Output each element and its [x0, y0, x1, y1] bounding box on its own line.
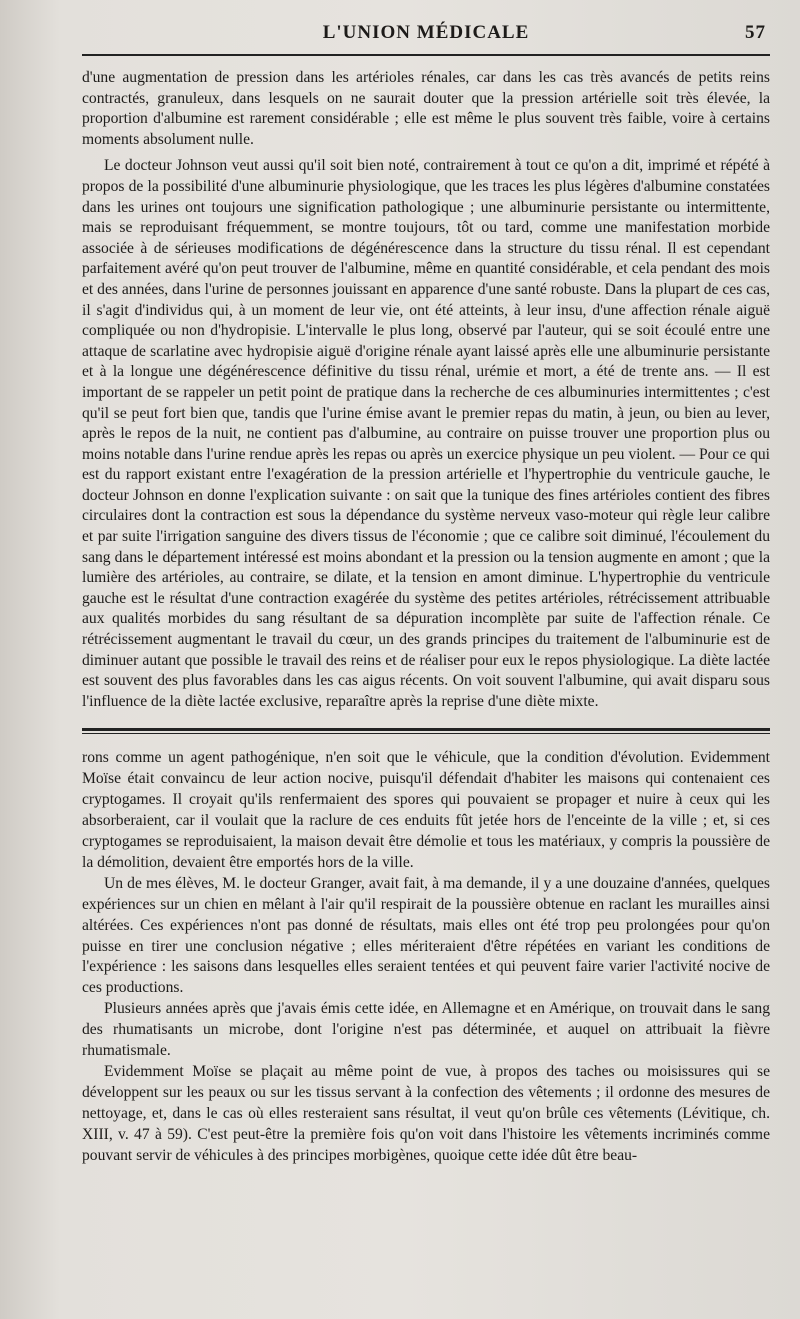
article-top-section — [82, 68, 770, 712]
section-divider — [82, 728, 770, 734]
page-number: 57 — [745, 22, 766, 43]
paragraph: rons comme un agent pathogénique, n'en soit que le véhicule, que la condition d'évolution. Evidemment Moïse était convaincu de leur action nocive, puisqu'il défendait d'habiter les maisons qui contenaient ces cryptogames. Il croyait qu'ils renfermaient des spores qui pouvaient se propager et nuire à ceux qui les absorberaient, car il voulait que la raclure de ces enduits fût jetée hors de l'enceinte de la ville ; et, si ces cryptogames se reproduisaient, la maison devait être démolie et tous les matériaux, y compris la poussière de la démolition, devaient être emportés hors de la ville. — [82, 749, 770, 871]
journal-title: L'UNION MÉDICALE — [322, 22, 530, 43]
running-header — [82, 22, 770, 48]
paragraph: d'une augmentation de pression dans les artérioles rénales, car dans les cas très avancés de petits reins contractés, granuleux, dans lesquels on ne saurait douter que la pression artérielle soit très élevée, la proportion d'albumine est rarement considérable ; elle est même le plus souvent très faible, voire à certains moments absolument nulle. — [82, 69, 770, 148]
paragraph: Evidemment Moïse se plaçait au même point de vue, à propos des taches ou moisissures qui se développent sur les peaux ou sur les tissus servant à la confection des vêtements ; il ordonne des mesures de nettoyage, et, dans le cas où elles resteraient sans résultat, il veut qu'on brûle ces vêtements (Lévitique, ch. XIII, v. 47 à 59). C'est peut-être la première fois qu'on voit dans l'histoire les vêtements incriminés comme pouvant servir de véhicules à des principes morbigènes, quoique cette idée dût être beau- — [82, 1063, 770, 1164]
paragraph: Un de mes élèves, M. le docteur Granger, avait fait, à ma demande, il y a une douzaine d'années, quelques expériences sur un chien en mêlant à l'air qu'il respirait de la poussière obtenue en raclant les murailles ainsi altérées. Ces expériences n'ont pas donné de résultats, mais elles ont été trop peu prolongées pour qu'on puisse en tirer une conclusion négative ; elles mériteraient d'être répétées en variant les conditions de l'expérience : les saisons dans lesquelles elles seraient tentées et qui peuvent faire varier l'activité nocive de ces productions. — [82, 874, 770, 997]
paragraph: Le docteur Johnson veut aussi qu'il soit bien noté, contrairement à tout ce qu'on a dit, imprimé et répété à propos de la possibilité d'une albuminurie physiologique, que les traces les plus légères d'albumine constatées dans les urines ont toujours une signification pathologique ; une albuminurie persistante ou intermittente, mais se reproduisant fréquemment, se montre toujours, tôt ou tard, comme une manifestation morbide associée à de sérieuses modifications de dégénérescence dans la structure du tissu rénal. Il est cependant parfaitement avéré qu'on peut trouver de l'albumine, même en quantité considérable, et cela pendant des mois et des années, dans l'urine de personnes jouissant en apparence d'une santé robuste. Dans la plupart de ces cas, il s'agit d'individus qui, à un moment de leur vie, ont été atteints, à leur insu, d'une affection rénale aiguë compliquée ou non d'hydropisie. L'intervalle le plus long, observé par l'auteur, qui se soit écoulé entre une attaque de scarlatine avec hydropisie aiguë d'origine rénale ayant laissé après elle une albuminurie persistante et à la longue une dégénérescence définitive du tissu rénal, urémie et mort, a été de trente ans. — Il est important de se rappeler un petit point de pratique dans la recherche de ces albuminuries intermittentes ; c'est qu'il se peut fort bien que, tandis que l'urine émise avant le premier repas du matin, à jeun, ou bien au lever, après le repos de la nuit, ne contient pas d'albumine, au contraire on puisse trouver une proportion plus ou moins notable dans l'urine rendue après les repas ou après un exercice physique un peu violent. — Pour ce qui est du rapport existant entre l'exagération de la pression artérielle et l'hypertrophie du ventricule gauche, le docteur Johnson en donne l'explication suivante : on sait que la tunique des fines artérioles contient des fibres circulaires dont la contraction est sous la dépendance du système nerveux vaso-moteur qui règle leur calibre et par suite l'irrigation sanguine des divers tissus de l'économie ; que ce calibre soit diminué, l'écoulement du sang dans le département intéressé est moins abondant et la pression ou la tension augmente en amont ; que la lumière des artérioles, au contraire, se dilate, et la tension en amont diminue. L'hypertrophie du ventricule gauche est le résultat d'une contraction exagérée du système des petites artérioles, rétrécissement attribuable aux qualités morbides du sang résultant de sa dépuration incomplète par suite de l'affection rénale. Ce rétrécissement augmentant le travail du cœur, un des grands principes du traitement de l'albuminurie est de diminuer autant que possible le travail des reins et de réaliser pour eux le repos physiologique. La diète lactée est souvent des plus favorables dans les cas aigus récents. On voit souvent l'albumine, qui avait disparu sous l'influence de la diète lactée exclusive, reparaître après la reprise d'une diète mixte. — [82, 157, 770, 710]
paragraph: Plusieurs années après que j'avais émis cette idée, en Allemagne et en Amérique, on trouvait dans le sang des rhumatisants un microbe, dont l'origine n'est pas déterminée, et auquel on attribuait la fièvre rhumatismale. — [82, 1000, 770, 1060]
article-bottom-section — [82, 748, 770, 1166]
header-rule — [82, 54, 770, 56]
